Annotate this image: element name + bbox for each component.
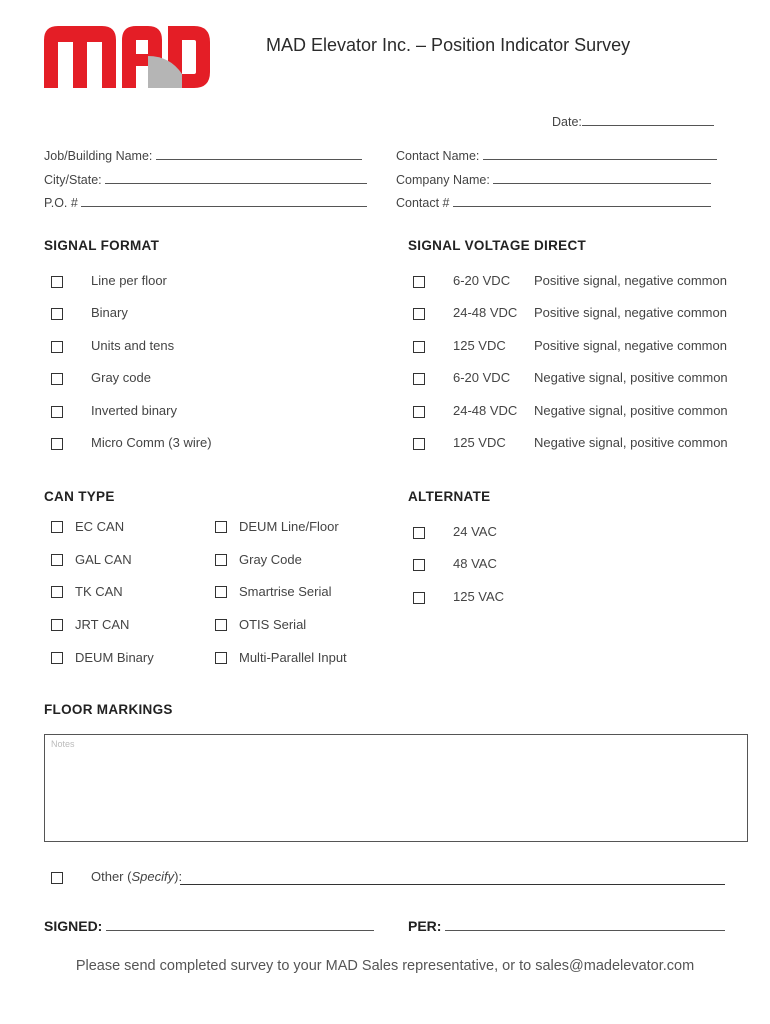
alternate-label: 125 VAC — [453, 589, 505, 604]
checkbox-can[interactable] — [215, 586, 227, 598]
date-field[interactable] — [552, 115, 714, 129]
job-line — [156, 149, 362, 160]
checkbox-gray-code[interactable] — [51, 373, 63, 385]
can-label: GAL CAN — [75, 552, 132, 567]
contact-name-label: Contact Name: — [396, 149, 480, 163]
voltage-desc: Negative signal, positive common — [534, 370, 728, 385]
checkbox-can[interactable] — [215, 554, 227, 566]
voltage-label: 6-20 VDC — [453, 273, 511, 288]
voltage-label: 125 VDC — [453, 338, 506, 353]
checkbox-line-per-floor[interactable] — [51, 276, 63, 288]
contact-number-field[interactable] — [396, 196, 711, 210]
option-label: Inverted binary — [91, 403, 177, 418]
other-line — [180, 884, 725, 885]
can-label: Smartrise Serial — [239, 584, 332, 599]
checkbox-voltage[interactable] — [413, 341, 425, 353]
alternate-label: 48 VAC — [453, 556, 497, 571]
checkbox-can[interactable] — [51, 586, 63, 598]
company-line — [493, 173, 711, 184]
other-specify: Specify — [131, 869, 175, 884]
checkbox-can[interactable] — [215, 619, 227, 631]
voltage-label: 24-48 VDC — [453, 305, 518, 320]
checkbox-voltage[interactable] — [413, 276, 425, 288]
voltage-desc: Positive signal, negative common — [534, 305, 727, 320]
other-field[interactable] — [91, 869, 182, 884]
can-label: DEUM Line/Floor — [239, 519, 339, 534]
voltage-label: 125 VDC — [453, 435, 506, 450]
po-label: P.O. # — [44, 196, 78, 210]
checkbox-units-tens[interactable] — [51, 341, 63, 353]
job-building-field[interactable] — [44, 149, 362, 163]
alternate-heading: ALTERNATE — [408, 489, 491, 504]
signal-voltage-heading: SIGNAL VOLTAGE DIRECT — [408, 238, 587, 253]
floor-markings-heading: FLOOR MARKINGS — [44, 702, 173, 717]
other-label: Other ( — [91, 869, 132, 884]
option-label: Line per floor — [91, 273, 167, 288]
checkbox-can[interactable] — [215, 521, 227, 533]
city-line — [105, 173, 367, 184]
signed-label: SIGNED: — [44, 918, 103, 934]
signed-field[interactable] — [44, 918, 374, 934]
voltage-label: 24-48 VDC — [453, 403, 518, 418]
contact-name-field[interactable] — [396, 149, 717, 163]
checkbox-micro-comm[interactable] — [51, 438, 63, 450]
voltage-desc: Negative signal, positive common — [534, 435, 728, 450]
checkbox-binary[interactable] — [51, 308, 63, 320]
contact-line — [453, 196, 711, 207]
date-line — [582, 115, 714, 126]
notes-placeholder: Notes — [51, 739, 75, 749]
checkbox-other[interactable] — [51, 872, 63, 884]
signed-line — [106, 920, 374, 931]
mad-logo — [44, 26, 210, 88]
can-label: EC CAN — [75, 519, 125, 534]
can-label: OTIS Serial — [239, 617, 307, 632]
can-label: Multi-Parallel Input — [239, 650, 347, 665]
option-label: Binary — [91, 305, 128, 320]
po-line — [81, 196, 367, 207]
signal-format-heading: SIGNAL FORMAT — [44, 238, 160, 253]
can-label: Gray Code — [239, 552, 302, 567]
footer-text: Please send completed survey to your MAD Sales representative, or to sales@madelevator.com — [75, 958, 695, 974]
job-label: Job/Building Name: — [44, 149, 153, 163]
checkbox-can[interactable] — [51, 619, 63, 631]
checkbox-voltage[interactable] — [413, 308, 425, 320]
can-label: TK CAN — [75, 584, 123, 599]
checkbox-can[interactable] — [215, 652, 227, 664]
voltage-desc: Positive signal, negative common — [534, 273, 727, 288]
company-name-field[interactable] — [396, 173, 711, 187]
checkbox-can[interactable] — [51, 521, 63, 533]
company-label: Company Name: — [396, 173, 490, 187]
checkbox-can[interactable] — [51, 554, 63, 566]
voltage-desc: Positive signal, negative common — [534, 338, 727, 353]
option-label: Units and tens — [91, 338, 175, 353]
notes-textarea[interactable] — [44, 734, 748, 842]
voltage-label: 6-20 VDC — [453, 370, 511, 385]
checkbox-alternate[interactable] — [413, 527, 425, 539]
can-type-heading: CAN TYPE — [44, 489, 115, 504]
checkbox-alternate[interactable] — [413, 592, 425, 604]
checkbox-inverted-binary[interactable] — [51, 406, 63, 418]
city-label: City/State: — [44, 173, 102, 187]
option-label: Gray code — [91, 370, 151, 385]
contact-label: Contact # — [396, 196, 450, 210]
other-close: ): — [174, 869, 183, 884]
option-label: Micro Comm (3 wire) — [91, 435, 212, 450]
per-field[interactable] — [408, 918, 725, 934]
po-field[interactable] — [44, 196, 367, 210]
checkbox-voltage[interactable] — [413, 406, 425, 418]
checkbox-alternate[interactable] — [413, 559, 425, 571]
city-state-field[interactable] — [44, 173, 367, 187]
checkbox-can[interactable] — [51, 652, 63, 664]
checkbox-voltage[interactable] — [413, 438, 425, 450]
checkbox-voltage[interactable] — [413, 373, 425, 385]
per-line — [445, 920, 725, 931]
contact-name-line — [483, 149, 717, 160]
alternate-label: 24 VAC — [453, 524, 497, 539]
voltage-desc: Negative signal, positive common — [534, 403, 728, 418]
date-label: Date: — [552, 115, 582, 129]
page-title: MAD Elevator Inc. – Position Indicator Survey — [266, 35, 631, 55]
per-label: PER: — [408, 918, 442, 934]
can-label: JRT CAN — [75, 617, 130, 632]
can-label: DEUM Binary — [75, 650, 154, 665]
